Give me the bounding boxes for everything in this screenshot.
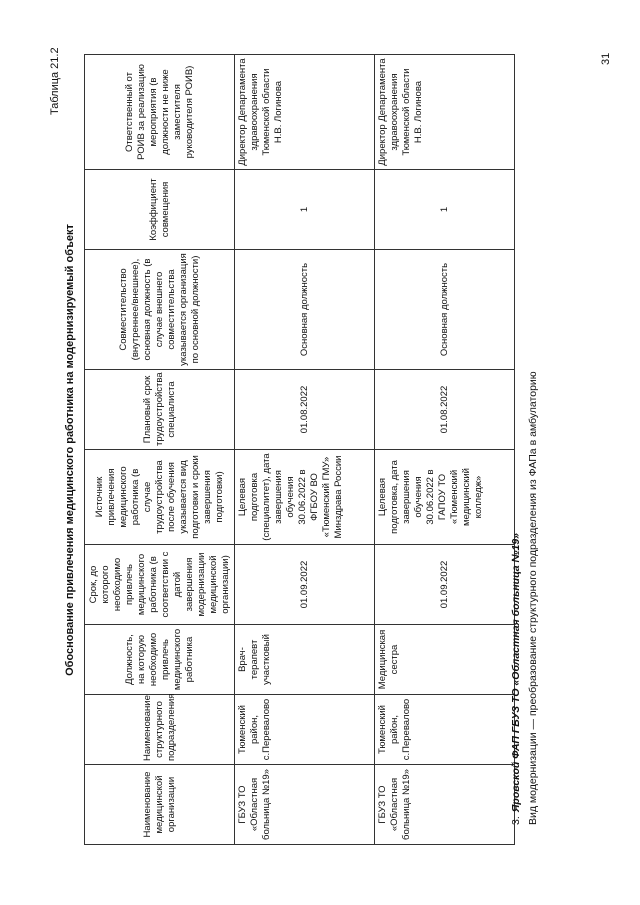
cell-source: Целевая подготовка, дата завершения обучения 30.06.2022 в ГАПОУ ТО «Тюменский медицинский колледж»: [375, 450, 515, 545]
cell-subdivision: Тюменский район, с.Перевалово: [235, 695, 375, 765]
cell-deadline: 01.09.2022: [235, 545, 375, 625]
col-header-organization: Наименование медицинской организации: [85, 765, 235, 845]
section-number: 3.: [510, 816, 522, 825]
col-header-position: Должность, на которую необходимо привлечь медицинского работника: [85, 625, 235, 695]
cell-combination: Основная должность: [375, 250, 515, 370]
col-header-responsible: Ответственный от РОИВ за реализацию мероприятия (в должности не ниже заместителя руководителя РОИВ): [85, 55, 235, 170]
cell-planned-date: 01.08.2022: [375, 370, 515, 450]
table-row: [235, 55, 375, 845]
col-header-source: Источник привлечения медицинского работника (в случае трудоустройства после обучения указывается вид подготовки и сроки завершения подготовки): [85, 450, 235, 545]
cell-combination: Основная должность: [235, 250, 375, 370]
staffing-table: [84, 54, 515, 845]
col-header-coefficient: Коэффициент совмещения: [85, 170, 235, 250]
section-title: [510, 533, 522, 825]
cell-deadline: 01.09.2022: [375, 545, 515, 625]
cell-position: Медицинская сестра: [375, 625, 515, 695]
col-header-planned-date: Плановый срок трудоустройства специалиста: [85, 370, 235, 450]
cell-responsible: Директор Департамента здравоохранения Тюменской области Н.В. Логинова: [375, 55, 515, 170]
cell-planned-date: 01.08.2022: [235, 370, 375, 450]
cell-organization: ГБУЗ ТО «Областная больница №19»: [235, 765, 375, 845]
cell-responsible: Директор Департамента здравоохранения Тюменской области Н.В. Логинова: [235, 55, 375, 170]
col-header-deadline: Срок, до которого необходимо привлечь медицинского работника (в соответствии с датой завершения модернизации медицинской организации): [85, 545, 235, 625]
cell-position: Врач-терапевт участковый: [235, 625, 375, 695]
header-row: [85, 55, 235, 845]
table-row: [375, 55, 515, 845]
page-number: 31: [600, 52, 612, 65]
cell-coefficient: 1: [375, 170, 515, 250]
col-header-subdivision: Наименование структурного подразделения: [85, 695, 235, 765]
table-title: Обоснование привлечения медицинского работника на модернизируемый объект: [64, 224, 76, 676]
cell-coefficient: 1: [235, 170, 375, 250]
col-header-combination: Совместительство (внутреннее/внешнее), основная должность (в случае внешнего совместительства указывается организация по основной должности): [85, 250, 235, 370]
table-label: Таблица 21.2: [49, 47, 61, 115]
section-name: Яровской ФАП ГБУЗ ТО «Областная больница №19»: [510, 532, 522, 813]
modernization-type: Вид модернизации — преобразование структурного подразделения из ФАПа в амбулаторию: [527, 371, 539, 825]
cell-source: Целевая подготовка (специалитет), дата завершения обучения 30.06.2022 в ФГБОУ ВО «Тюменский ГМУ» Минздрава России: [235, 450, 375, 545]
cell-organization: ГБУЗ ТО «Областная больница №19»: [375, 765, 515, 845]
cell-subdivision: Тюменский район, с.Перевалово: [375, 695, 515, 765]
